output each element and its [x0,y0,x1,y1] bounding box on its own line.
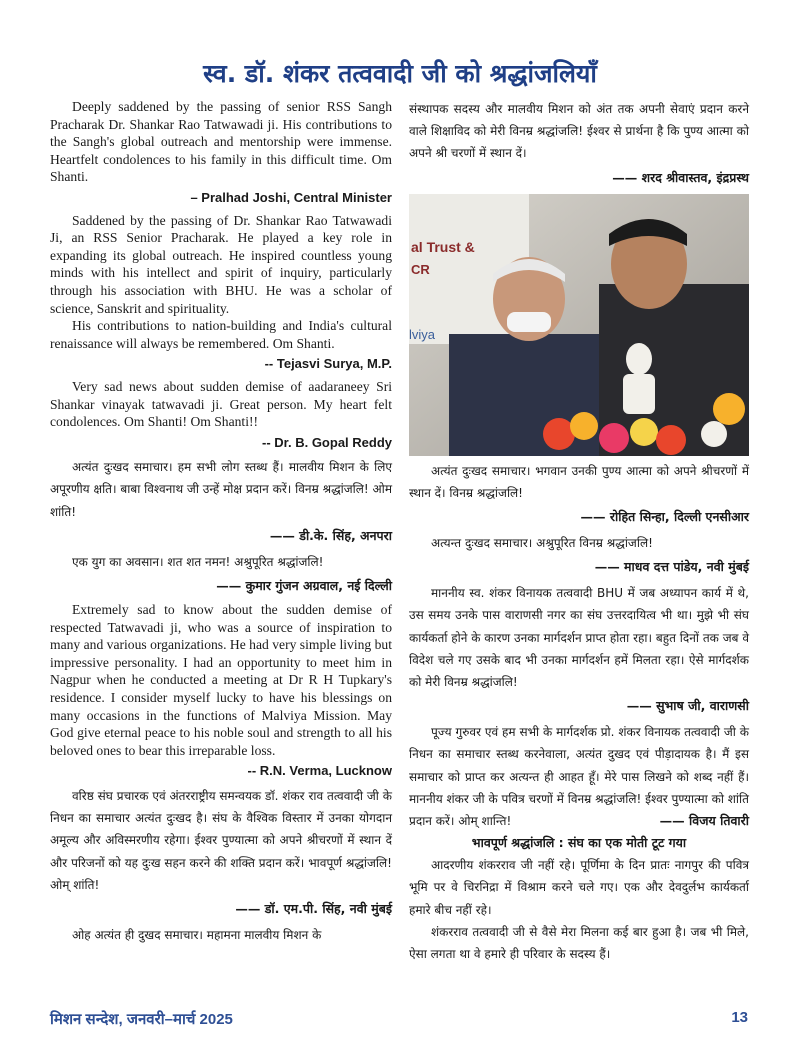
tribute-signature: —— डॉ. एम.पी. सिंह, नवी मुंबई [235,901,392,917]
tribute-paragraph: His contributions to nation-building and India's cultural renaissance will always be remembered. Om Shanti. [50,318,392,351]
tribute-signature: —— कुमार गुंजन अग्रवाल, नई दिल्ली [216,578,392,594]
tribute-paragraph: एक युग का अवसान। शत शत नमन! अश्रुपूरित श्रद्धांजलि! [72,554,324,569]
tribute-paragraph: वरिष्ठ संघ प्रचारक एवं अंतरराष्ट्रीय समन्वयक डॉ. शंकर राव तत्ववादी जी के निधन का समाचार अत्यंत दुःखद है। संघ के वैश्विक विस्तार में उनका योगदान अमूल्य और अविस्मरणीय रहेगा। ईश्वर पुण्यात्मा को अपने श्रीचरणों में स्थान दें और परिजनों को यह दुःख सहन करने की शक्ति प्रदान करें। भावपूर्ण श्रद्धांजलि! ओम् शांति! [50,789,392,892]
tribute-paragraph: Deeply saddened by the passing of senior RSS Sangh Pracharak Dr. Shankar Rao Tatwawadi ji. His contributions to the Sangh's global outreach and mentorship were immense. Heartfelt condolences to his family in this difficult time. Om Shanti. [50,99,392,185]
tribute-signature: —— सुभाष जी, वाराणसी [626,698,749,714]
banner-text: CR [411,261,430,277]
tribute-paragraph: Very sad news about sudden demise of aadaraneey Sri Shankar vinayak tatwavadi ji. Great person. My heart felt condolences. Om Shanti! Om Shanti!! [50,378,392,430]
tribute-signature: —— शरद श्रीवास्तव, इंद्रप्रस्थ [612,169,749,185]
tribute-paragraph [409,721,749,832]
section-subheading: भावपूर्ण श्रद्धांजलि : संघ का एक मोती टूट गया [471,835,687,851]
footer-magazine-issue: मिशन सन्देश, जनवरी–मार्च 2025 [50,1011,233,1028]
tribute-signature: —— माधव दत्त पांडेय, नवी मुंबई [594,559,749,575]
tribute-paragraph: माननीय स्व. शंकर विनायक तत्ववादी BHU में जब अध्यापन कार्य में थे, उस समय उनके पास वाराणसी नगर का संघ उत्तरदायित्व भी था। मुझे भी संघ कार्यकर्ता होने के कारण उनका मार्गदर्शन प्राप्त होता रहा। बहुत दिनों तक जब वे विदेश चले गए उसके बाद भी उनका मार्गदर्शन हमें मिलता रहा। ऐसे मार्गदर्शक को मेरी विनम्र श्रद्धांजलि! [409,586,749,690]
tribute-signature: -- R.N. Verma, Lucknow [247,763,392,779]
left-column [50,98,392,946]
tribute-signature: -- Dr. B. Gopal Reddy [261,434,392,450]
banner-text: lviya [409,326,436,342]
tribute-signature: – Pralhad Joshi, Central Minister [190,189,392,205]
tribute-paragraph: शंकरराव तत्ववादी जी से वैसे मेरा मिलना कई बार हुआ है। जब भी मिले, ऐसा लगता था वे हमारे ही परिवार के सदस्य हैं। [409,924,749,962]
tribute-text: पूज्य गुरुवर एवं हम सभी के मार्गदर्शक प्रो. शंकर विनायक तत्ववादी जी के निधन का समाचार स्तब्ध करनेवाला, अत्यंत दुखद एवं पीड़ादायक है। मैं इस समाचार को प्राप्त कर अत्यन्त ही आहत हूँ। मेरे पास लिखने को शब्द नहीं हैं। माननीय शंकर जी के पवित्र चरणों में विनम्र श्रद्धांजलि! ईश्वर पुण्यात्मा को शांति प्रदान करें। ओम् शान्ति! [409,725,749,829]
tribute-photo [409,194,749,456]
page-title: स्व. डॉ. शंकर तत्ववादी जी को श्रद्धांजलियाँ [203,59,597,88]
tribute-paragraph: Saddened by the passing of Dr. Shankar Rao Tatwawadi Ji, an RSS Senior Pracharak. He played a key role in expanding its global outreach. He inspired countless young minds with his intellect and spirit of inquiry, particularly through his association with BHU. He was a scholar of science, Sanskrit and spirituality. [50,212,392,316]
page-number: 13 [731,1009,748,1026]
tribute-paragraph: ओह अत्यंत ही दुखद समाचार। महामना मालवीय मिशन के [72,928,322,943]
tribute-paragraph: Extremely sad to know about the sudden demise of respected Tatwavadi ji, who was a source of inspiration to many and various organizations. He had very simple living but impressive personality. I had an opportunity to meet him in Nagpur when he conducted a meeting at Dr R H Tupkary's residence. I consider myself lucky to have his blessings on many occasions in the functions of Malviya Mission. May God give eternal peace to his noble soul and strength to all his beloved ones to bear this irreparable loss. [50,602,392,758]
tribute-signature: —— डी.के. सिंह, अनपरा [269,527,392,543]
banner-text: al Trust & [411,238,475,255]
tribute-signature: —— रोहित सिन्हा, दिल्ली एनसीआर [580,509,749,525]
tribute-paragraph: अत्यंत दुःखद समाचार। हम सभी लोग स्तब्ध हैं। मालवीय मिशन के लिए अपूरणीय क्षति। बाबा विश्वनाथ जी उन्हें मोक्ष प्रदान करें। विनम्र श्रद्धांजलि! ओम शांति! [50,460,392,519]
tribute-paragraph: अत्यन्त दुःखद समाचार। अश्रुपूरित विनम्र श्रद्धांजलि! [431,536,653,551]
tribute-signature: —— विजय तिवारी [659,813,749,829]
tribute-signature: -- Tejasvi Surya, M.P. [264,356,392,372]
right-column [409,98,749,965]
tribute-paragraph: अत्यंत दुःखद समाचार। भगवान उनकी पुण्य आत्मा को अपने श्रीचरणों में स्थान दें। विनम्र श्रद्धांजलि! [409,463,749,500]
tribute-paragraph: आदरणीय शंकरराव जी नहीं रहे। पूर्णिमा के दिन प्रातः नागपुर की पवित्र भूमि पर वे चिरनिद्रा में विश्राम करने चले गए। एक और देवदुर्लभ कार्यकर्ता हमारे बीच नहीं रहे। [409,858,749,917]
tribute-paragraph: संस्थापक सदस्य और मालवीय मिशन को अंत तक अपनी सेवाएं प्रदान करने वाले शिक्षाविद को मेरी विनम्र श्रद्धांजलि! ईश्वर से प्रार्थना है कि पुण्य आत्मा को अपने श्री चरणों में स्थान दें। [409,102,749,161]
